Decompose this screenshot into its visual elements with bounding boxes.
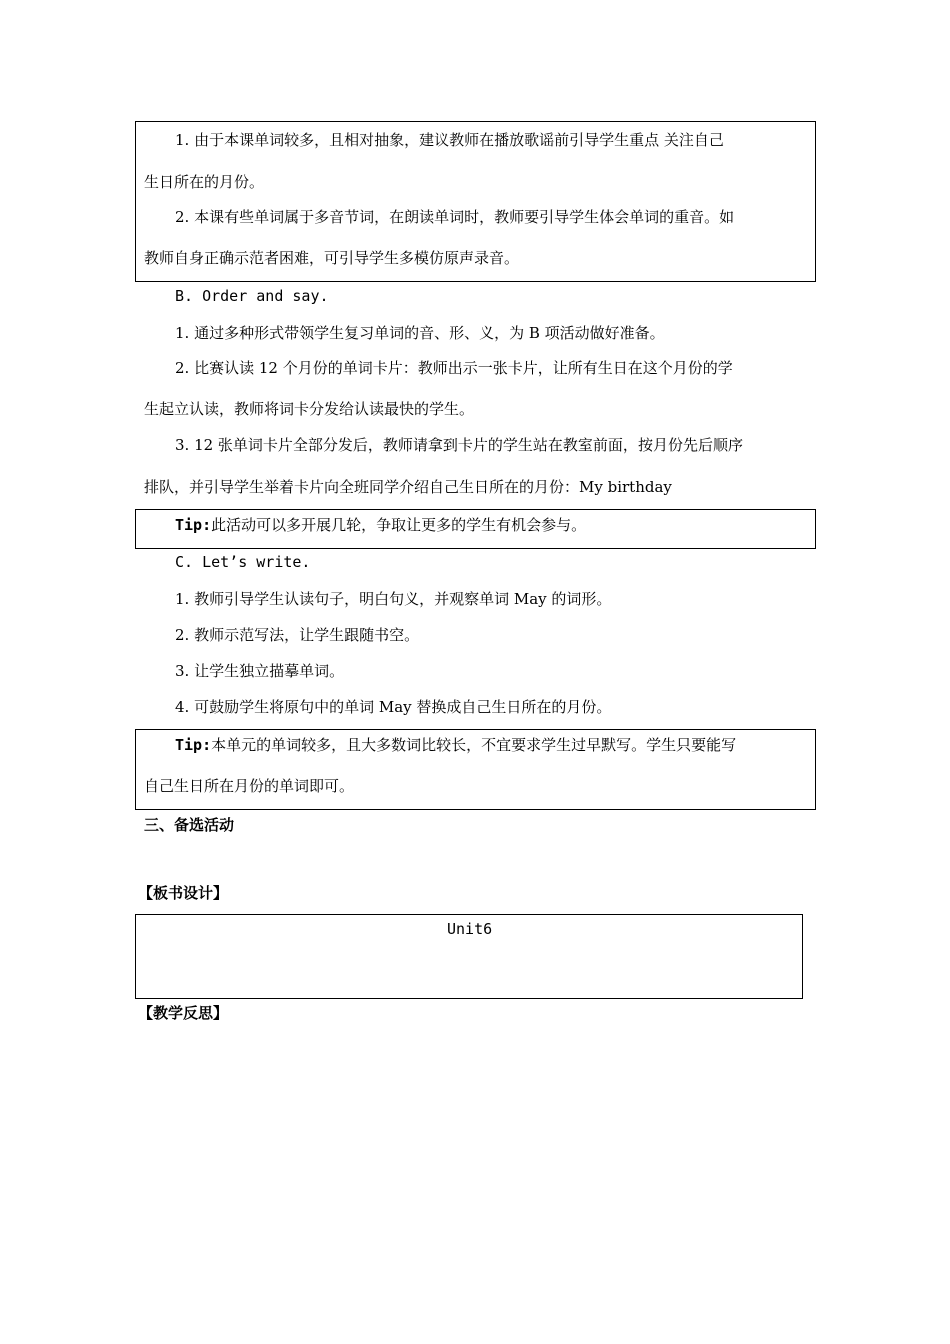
section-3-heading: 三、备选活动: [144, 816, 235, 834]
section-b-step-2-line-1: 2. 比赛认读 12 个月份的单词卡片：教师出示一张卡片，让所有生日在这个月份的学: [175, 359, 733, 377]
section-b-heading: B. Order and say.: [175, 287, 329, 305]
tip-2-line-1: [175, 734, 736, 755]
section-c-step-4: 4. 可鼓励学生将原句中的单词 May 替换成自己生日所在的月份。: [175, 698, 612, 716]
note-1-line-2: 生日所在的月份。: [144, 173, 265, 191]
section-c-heading: C. Let’s write.: [175, 553, 311, 571]
tip-1-text: [175, 514, 586, 535]
tip-1-label: Tip:: [175, 516, 212, 534]
section-c-step-3: 3. 让学生独立描摹单词。: [175, 662, 345, 680]
note-1-line-1: 1. 由于本课单词较多，且相对抽象，建议教师在播放歌谣前引导学生重点 关注自己: [175, 131, 724, 149]
tip-2-line-2: 自己生日所在月份的单词即可。: [144, 777, 355, 795]
tip-1-content: 此活动可以多开展几轮，争取让更多的学生有机会参与。: [211, 516, 587, 534]
tip-2-label: Tip:: [175, 736, 212, 754]
section-c-step-1: 1. 教师引导学生认读句子，明白句义，并观察单词 May 的词形。: [175, 590, 612, 608]
note-2-line-2: 教师自身正确示范者困难，可引导学生多模仿原声录音。: [144, 249, 520, 267]
note-2-line-1: 2. 本课有些单词属于多音节词，在朗读单词时，教师要引导学生体会单词的重音。如: [175, 208, 735, 226]
section-b-step-1: 1. 通过多种形式带领学生复习单词的音、形、义，为 B 项活动做好准备。: [175, 324, 665, 342]
section-b-step-2-line-2: 生起立认读，教师将词卡分发给认读最快的学生。: [144, 400, 475, 418]
section-b-step-3-line-2: 排队，并引导学生举着卡片向全班同学介绍自己生日所在的月份：My birthday: [144, 478, 672, 496]
board-design-heading: 【板书设计】: [138, 884, 229, 902]
board-title: Unit6: [447, 920, 493, 938]
section-b-step-3-line-1: 3. 12 张单词卡片全部分发后，教师请拿到卡片的学生站在教室前面，按月份先后顺序: [175, 436, 743, 454]
reflection-heading: 【教学反思】: [138, 1004, 229, 1022]
tip-2-content: 本单元的单词较多，且大多数词比较长，不宜要求学生过早默写。学生只要能写: [211, 736, 737, 754]
section-c-step-2: 2. 教师示范写法，让学生跟随书空。: [175, 626, 420, 644]
